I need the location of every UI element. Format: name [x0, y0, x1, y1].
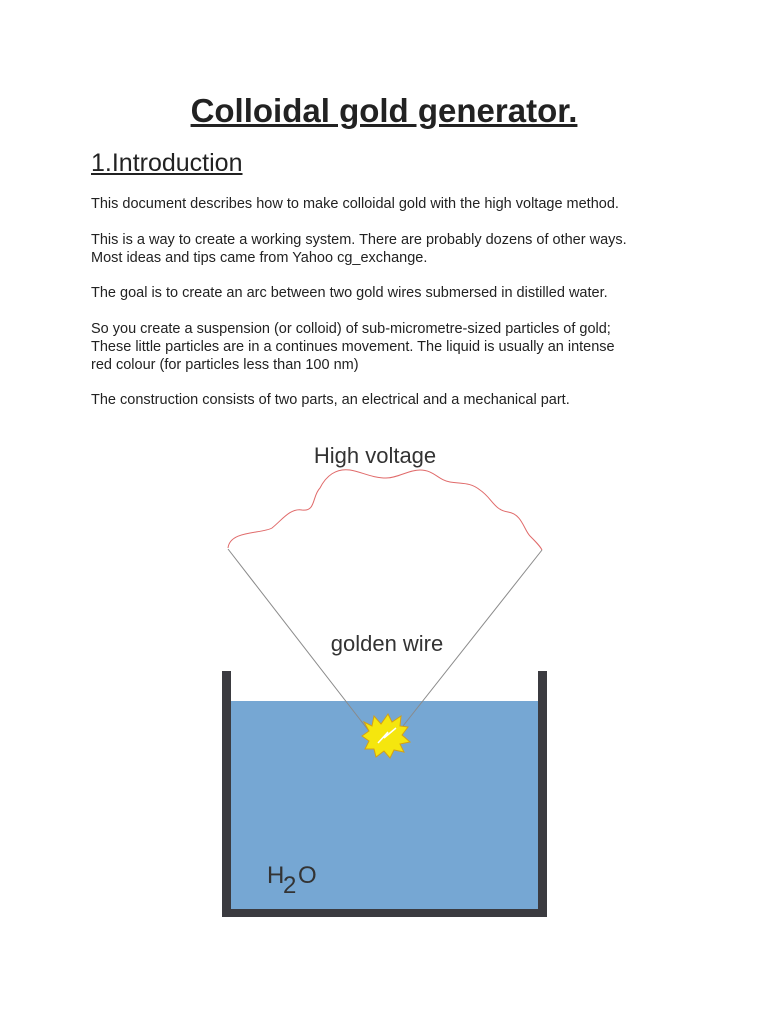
high-voltage-cloud	[228, 470, 542, 550]
section-heading-introduction: 1.Introduction	[91, 149, 243, 177]
paragraph-line: Most ideas and tips came from Yahoo cg_exchange.	[91, 250, 428, 266]
paragraph-line: red colour (for particles less than 100 nm)	[91, 357, 359, 373]
paragraph-line: The construction consists of two parts, an electrical and a mechanical part.	[91, 392, 570, 408]
container-left-wall	[222, 671, 231, 917]
golden-wire-label: golden wire	[330, 631, 444, 656]
water-label-h: H	[267, 862, 285, 889]
document-title: Colloidal gold generator.	[190, 92, 578, 129]
paragraph-line: So you create a suspension (or colloid) of sub-micrometre-sized particles of gold;	[91, 321, 611, 337]
paragraph-line: These little particles are in a continues movement. The liquid is usually an intense	[91, 339, 615, 355]
paragraph-line: The goal is to create an arc between two gold wires submersed in distilled water.	[91, 285, 608, 301]
paragraph-line: This is a way to create a working system. There are probably dozens of other ways.	[91, 232, 627, 248]
water-label-o: O	[298, 862, 317, 889]
container-right-wall	[538, 671, 547, 917]
paragraph-line: This document describes how to make colloidal gold with the high voltage method.	[91, 196, 619, 212]
high-voltage-label: High voltage	[313, 443, 437, 468]
water-label-subscript: 2	[283, 872, 297, 899]
container-bottom	[222, 909, 547, 917]
